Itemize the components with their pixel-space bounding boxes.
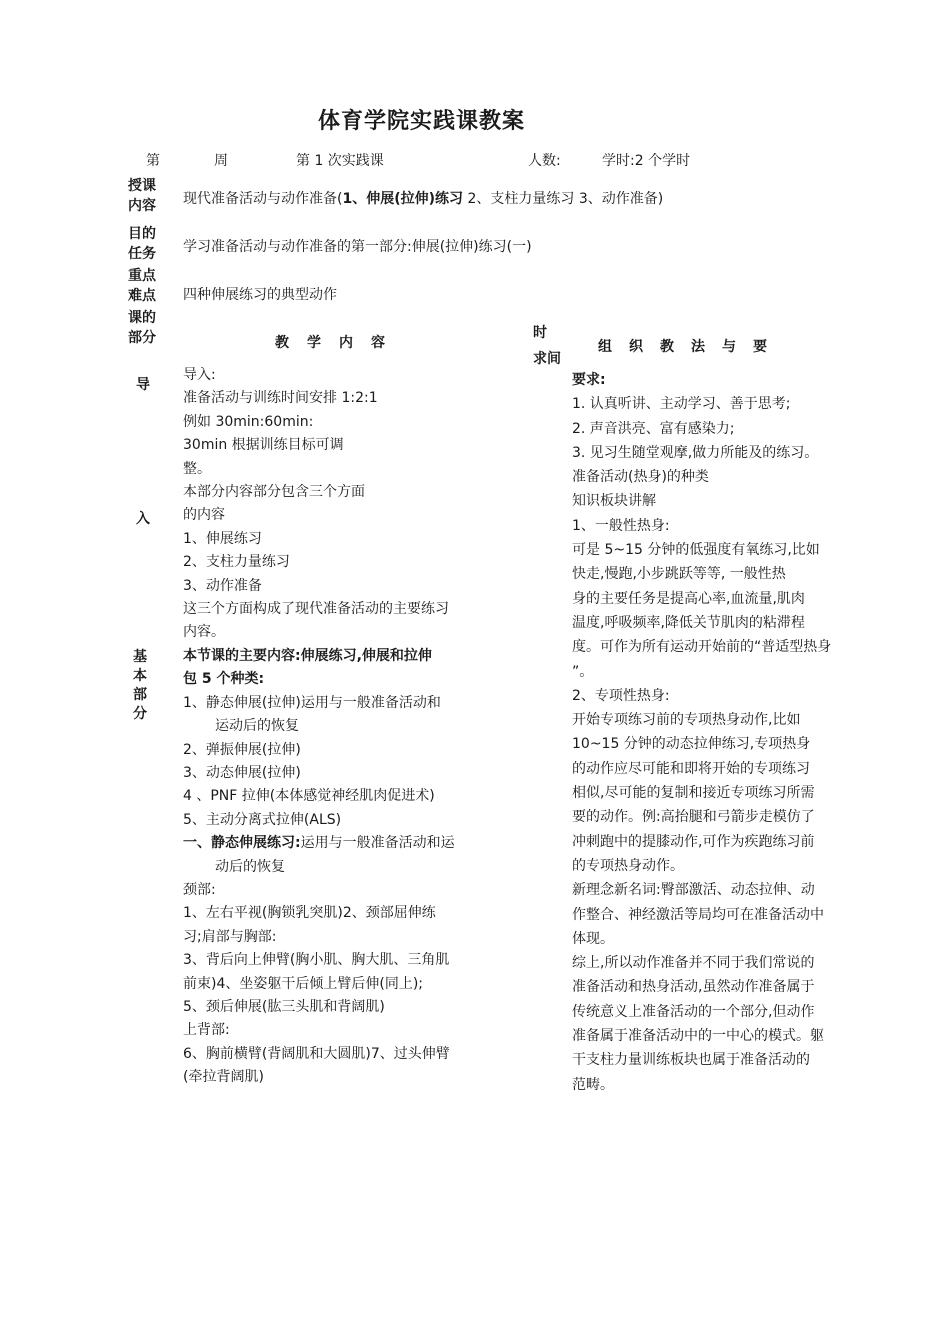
text-line: 6、胸前横臂(背阔肌和大圆肌)7、过头伸臂 [183, 1045, 450, 1062]
text-line: 3、背后向上伸臂(胸小肌、胸大肌、三角肌 [183, 952, 450, 969]
requirement-item: 1. 认真听讲、主动学习、善于思考; [572, 396, 791, 413]
text-line: 新理念新名词:臀部激活、动态拉伸、动 [572, 882, 815, 899]
content-prefix: 现代准备活动与动作准备( [183, 191, 343, 207]
label-part: 课的部分 [128, 310, 156, 346]
list-item: 5、主动分离式拉伸(ALS) [183, 811, 342, 828]
text-line: 的动作应尽可能和即将开始的专项练习 [572, 760, 810, 777]
text-line: 这三个方面构成了现代准备活动的主要练习 [183, 601, 449, 618]
list-item: 1、静态伸展(拉伸)运用与一般准备活动和 [183, 694, 441, 711]
text-line: 综上,所以动作准备并不同于我们常说的 [572, 955, 815, 972]
session-number: 第 1 次实践课 [296, 153, 384, 169]
text-line: 1、一般性热身: [572, 517, 670, 534]
text-line: 准备活动与训练时间安排 1:2:1 [183, 390, 378, 407]
text-line: 2、专项性热身: [572, 687, 670, 704]
text-line: 可是 5~15 分钟的低强度有氧练习,比如 [572, 542, 820, 559]
text-line: 上背部: [183, 1022, 230, 1039]
people-count: 人数: [528, 153, 561, 169]
week-suffix: 周 [214, 153, 228, 169]
text-line: 颈部: [183, 881, 216, 898]
text-line: 的内容 [183, 507, 225, 524]
text-line: 1、伸展练习 [183, 530, 262, 547]
text-line: 准备活动和热身活动,虽然动作准备属于 [572, 979, 815, 996]
header-teaching-content: 教学内容 [275, 335, 403, 351]
text-line: 30min 根据训练目标可调 [183, 437, 344, 454]
text-line: 10~15 分钟的动态拉伸练习,专项热身 [572, 736, 811, 753]
label-task: 目的任务 [128, 226, 156, 262]
text-line: 例如 30min:60min: [183, 413, 314, 430]
main-content-heading: 包 5 个种类: [183, 671, 265, 688]
text-line: 导入: [183, 367, 216, 383]
text-line: 3、动作准备 [183, 577, 262, 594]
requirements-title: 要求: [572, 372, 606, 388]
list-item: 3、动态伸展(拉伸) [183, 764, 301, 781]
text-line: 温度,呼吸频率,降低关节肌肉的粘滞程 [572, 614, 805, 631]
requirement-item: 2. 声音洪亮、富有感染力; [572, 420, 735, 437]
text-line: 度。可作为所有运动开始前的“普适型热身 [572, 639, 832, 656]
label-key-points: 重点难点 [128, 268, 156, 304]
text-line: 2、支柱力量练习 [183, 554, 290, 571]
text-line: 传统意义上准备活动的一个部分,但动作 [572, 1003, 815, 1020]
static-stretch-bold: 一、静态伸展练习: [183, 835, 301, 852]
text-line: 准备活动(热身)的种类 [572, 469, 709, 486]
main-content-heading: 本节课的主要内容:伸展练习,伸展和拉伸 [183, 647, 432, 664]
header-time-top: 时 [533, 325, 547, 341]
text-line: 5、颈后伸展(肱三头肌和背阔肌) [183, 998, 385, 1015]
page-title: 体育学院实践课教案 [318, 109, 526, 134]
label-intro-bottom: 入 [136, 511, 150, 527]
text-line: 开始专项练习前的专项热身动作,比如 [572, 712, 801, 729]
label-intro-top: 导 [136, 377, 150, 393]
header-org-method: 组织教法与要 [598, 339, 784, 355]
text-line: 1、左右平视(胸锁乳突肌)2、颈部屈伸练 [183, 905, 436, 922]
week-prefix: 第 [146, 153, 160, 169]
list-item: 2、弹振伸展(拉伸) [183, 741, 301, 758]
row-task: 学习准备活动与动作准备的第一部分:伸展(拉伸)练习(一) [183, 239, 532, 255]
list-item: 运动后的恢复 [215, 718, 299, 735]
text-line: (牵拉背阔肌) [183, 1069, 264, 1086]
teaching-content [183, 364, 513, 1090]
content-tail: 2、支柱力量练习 3、动作准备) [463, 191, 664, 207]
header-time-bottom: 求间 [533, 351, 561, 367]
content-bold: 1、伸展(拉伸)练习 [342, 191, 464, 207]
text-line: 快走,慢跑,小步跳跃等等, 一般性热 [572, 566, 786, 583]
row-content [183, 188, 663, 208]
text-line: 范畴。 [572, 1076, 614, 1093]
text-line: ”。 [572, 663, 594, 680]
text-line: 体现。 [572, 930, 614, 947]
static-stretch-rest: 运用与一般准备活动和运 [300, 835, 455, 852]
label-content: 授课内容 [128, 178, 156, 214]
text-line: 相似,尽可能的复制和接近专项练习所需 [572, 785, 815, 802]
row-key-points: 四种伸展练习的典型动作 [183, 287, 337, 303]
organization-requirements [572, 368, 882, 1097]
text-line: 要的动作。例:高抬腿和弓箭步走模仿了 [572, 809, 815, 826]
text-line: 知识板块讲解 [572, 493, 656, 510]
static-stretch-heading [183, 832, 513, 855]
requirement-item: 3. 见习生随堂观摩,做力所能及的练习。 [572, 444, 819, 461]
text-line: 身的主要任务是提高心率,血流量,肌肉 [572, 590, 805, 607]
class-hours: 学时:2 个学时 [602, 153, 691, 169]
text-line: 本部分内容部分包含三个方面 [183, 484, 365, 501]
text-line: 整。 [183, 460, 211, 477]
text-line: 习;肩部与胸部: [183, 928, 277, 945]
static-stretch-cont: 动后的恢复 [215, 858, 285, 875]
text-line: 准备属于准备活动中的一中心的模式。躯 [572, 1028, 824, 1045]
label-basic-part: 基本部分 [133, 649, 147, 722]
text-line: 的专项热身动作。 [572, 857, 684, 874]
list-item: 4 、PNF 拉伸(本体感觉神经肌肉促进术) [183, 788, 435, 805]
text-line: 作整合、神经激活等局均可在准备活动中 [572, 906, 824, 923]
text-line: 干支柱力量训练板块也属于准备活动的 [572, 1052, 810, 1069]
text-line: 冲刺跑中的提膝动作,可作为疾跑练习前 [572, 833, 815, 850]
text-line: 前束)4、坐姿躯干后倾上臂后伸(同上); [183, 975, 424, 992]
text-line: 内容。 [183, 624, 225, 641]
